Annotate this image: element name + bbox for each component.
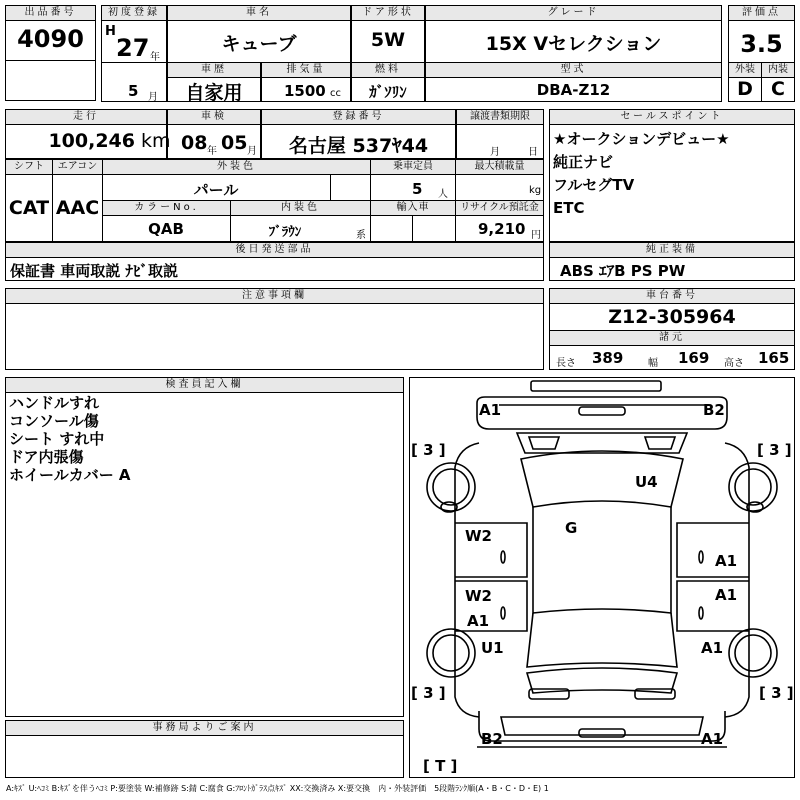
inspector-notes-header: 検査員記入欄 [5,377,404,393]
capacity-unit: 人 [438,189,448,200]
interior-header: 内装 [761,62,795,78]
sales-point-item: ★オークションデビュー★ [553,130,730,148]
exterior-color: パール [193,181,239,199]
first-reg-year: 27 [116,34,150,62]
month-unit: 月 [148,92,158,103]
width-label: 幅 [648,358,658,369]
mark-door-rl: W2 [465,587,492,605]
exterior-color-header: 外装色 [102,159,371,175]
rating: 3.5 [740,30,783,58]
sales-points-list [553,130,791,217]
sales-point-item: 純正ナビ [553,153,614,171]
mark-tire-fl: [ 3 ] [411,441,446,459]
chassis-number: Z12-305964 [608,306,736,328]
interior-color: ﾌﾞﾗｳﾝ [268,225,302,240]
car-name-header: 車名 [167,5,351,21]
fuel-header: 燃料 [351,62,425,78]
notes-header: 注意事項欄 [5,288,544,304]
interior-color-unit: 系 [356,230,366,241]
aircon-header: エアコン [52,159,103,175]
mark-spare: [ T ] [423,757,458,775]
recycle: 9,210 [478,220,526,238]
transfer-deadline-header: 譲渡書類期限 [456,109,544,125]
color-no-header: カラーNo. [102,200,231,216]
model-code-header: 型式 [425,62,722,78]
mark-roof: U4 [635,473,658,491]
door-type: 5W [370,29,406,51]
mark-rear-left: B2 [481,730,503,748]
max-load-unit: kg [529,185,542,196]
lot-number-header: 出品番号 [5,5,96,21]
mark-tire-rl: [ 3 ] [411,684,446,702]
registration-header: 登録番号 [261,109,456,125]
mark-door-fr: A1 [715,552,738,570]
length-label: 長さ [556,358,576,369]
import-header: 輸入車 [370,200,456,216]
sales-point-item: フルセグTV [553,176,635,194]
recycle-header: リサイクル預託金 [455,200,544,216]
mark-tire-fr: [ 3 ] [757,441,792,459]
shipped-parts: 保証書 車両取説 ﾅﾋﾞ取説 [10,262,178,280]
transfer-day-unit: 日 [528,147,538,158]
aircon: AAC [55,197,100,219]
inspection-month-unit: 月 [247,146,257,157]
length: 389 [592,349,624,367]
displacement-header: 排気量 [261,62,351,78]
fuel: ｶﾞｿﾘﾝ [369,83,407,101]
max-load-header: 最大積載量 [455,159,544,175]
chassis-header: 車台番号 [549,288,795,304]
mark-tire-rr: [ 3 ] [759,684,794,702]
door-type-header: ドア形状 [351,5,425,21]
mark-quarter-l: U1 [481,639,504,657]
grade-header: グレード [425,5,722,21]
inspector-notes-list [9,394,131,484]
mark-quarter-r: A1 [701,639,724,657]
history-header: 車歴 [167,62,261,78]
dimensions-header: 諸元 [549,330,795,346]
height-label: 高さ [724,358,744,369]
exterior-header: 外装 [728,62,762,78]
sales-points-header: セールスポイント [549,109,795,125]
mileage-header: 走行 [5,109,167,125]
interior-color-header: 内装色 [230,200,371,216]
shift: CAT [8,197,50,219]
first-reg-month: 5 [128,82,139,100]
transfer-month-unit: 月 [490,147,500,158]
color-no: QAB [148,220,184,238]
year-unit: 年 [150,52,160,63]
lot-number: 4090 [17,25,84,53]
mark-door-fl: W2 [465,527,492,545]
office-notice-header: 事務局よりご案内 [5,720,404,736]
car-name: キューブ [221,33,297,55]
displacement-unit: cc [330,88,341,99]
capacity-header: 乗車定員 [370,159,456,175]
car-diagram [409,377,795,778]
legend: A:ｷｽﾞ U:ﾍｺﾐ B:ｷｽﾞを伴うﾍｺﾐ P:要塗装 W:補修跡 S:錆 C:腐食 G:ﾌﾛﾝﾄｶﾞﾗｽ点ｷｽﾞ XX:交換済み X:要交換 内・外装評価 5段階ﾗﾝｸ順(A・B・C・D・E) 1 [6,784,549,793]
history: 自家用 [185,82,243,104]
recycle-unit: 円 [531,230,541,241]
mileage: 100,246 [48,130,135,152]
sales-point-item: ETC [553,199,585,217]
mark-front-left: A1 [479,401,502,419]
height: 165 [758,349,790,367]
era: H [105,24,116,39]
inspection-year: 08 [181,132,208,154]
mark-front-right: B2 [703,401,725,419]
displacement: 1500 [284,82,326,100]
mark-rear-right: A1 [701,730,724,748]
inspection-year-unit: 年 [207,146,217,157]
rating-header: 評価点 [728,5,795,21]
inspector-note: ホイールカバー A [9,466,131,484]
model-code: DBA-Z12 [536,81,611,99]
inspector-note: ハンドルすれ [9,394,100,412]
mark-door-rr: A1 [715,586,738,604]
inspection-header: 車検 [167,109,261,125]
mileage-unit: km [141,130,171,152]
width: 169 [678,349,710,367]
factory-equipment-header: 純正装備 [549,242,795,258]
capacity: 5 [412,180,423,198]
mark-rl-a1: A1 [467,612,490,630]
factory-equipment: ABS ｴｱB PS PW [560,262,686,280]
grade: 15X Vセレクション [485,33,662,55]
registration: 名古屋 537ﾔ44 [288,135,429,157]
interior-grade: C [771,78,785,100]
first-reg-header: 初度登録 [101,5,167,21]
exterior-grade: D [737,78,753,100]
inspector-note: ドア内張傷 [9,448,84,466]
inspector-note: シート すれ中 [9,430,105,448]
shift-header: シフト [5,159,53,175]
inspector-note: コンソール傷 [9,412,99,430]
inspection-month: 05 [221,132,248,154]
shipped-parts-header: 後日発送部品 [5,242,544,258]
mark-glass: G [565,519,578,537]
